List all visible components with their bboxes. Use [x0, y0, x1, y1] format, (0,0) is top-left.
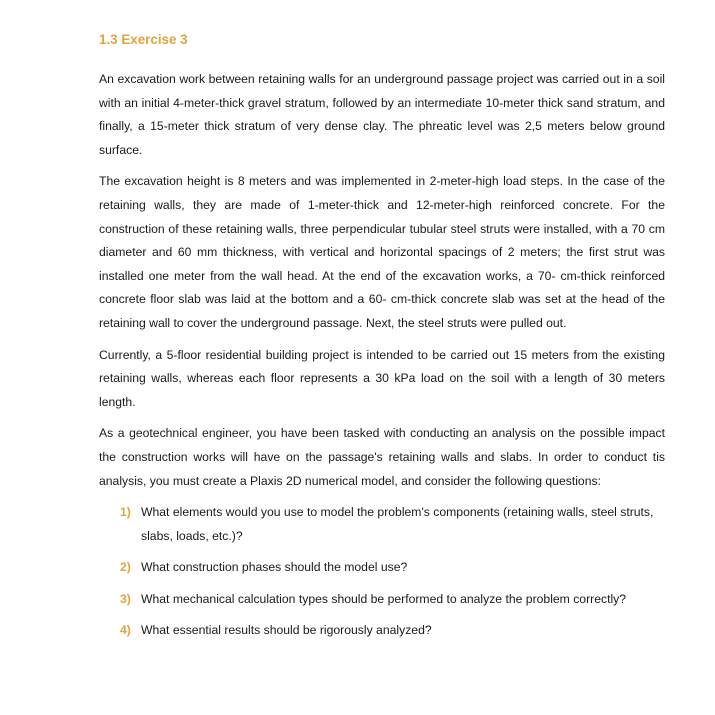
question-text: What essential results should be rigorously analyzed? [141, 623, 432, 638]
question-number: 2) [120, 560, 131, 575]
paragraph-excavation-soil: An excavation work between retaining walls for an underground passage project was carried out in a soil with an initial 4-meter-thick gravel stratum, followed by an intermediate 10-meter thick sand stratum, and finally, a 15-meter thick stratum of very dense clay. The phreatic level was 2,5 meters below ground surface. [99, 72, 665, 157]
question-text: What elements would you use to model the problem's components (retaining walls, steel struts, slabs, loads, etc.)? [141, 505, 654, 543]
question-item [99, 501, 665, 548]
question-number: 4) [120, 623, 131, 638]
document-page [99, 30, 665, 651]
paragraph-building-project: Currently, a 5-floor residential building project is intended to be carried out 15 meters from the existing retaining walls, whereas each floor represents a 30 kPa load on the soil with a length of 30 meters length. [99, 347, 665, 409]
question-text: What mechanical calculation types should be performed to analyze the problem correctly? [141, 591, 627, 606]
paragraph-task: As a geotechnical engineer, you have been tasked with conducting an analysis on the possible impact the construction works will have on the passage's retaining walls and slabs. In order to conduct tis analysis, you must create a Plaxis 2D numerical model, and consider the following questions: [99, 426, 665, 488]
question-item [99, 588, 665, 612]
question-item [99, 556, 665, 580]
question-list [99, 501, 665, 643]
paragraph-excavation-walls: The excavation height is 8 meters and was implemented in 2-meter-high load steps. In the case of the retaining walls, they are made of 1-meter-thick and 12-meter-high reinforced concrete. For the construction of these retaining walls, three perpendicular tubular steel struts were installed, with a 70 cm diameter and 60 mm thickness, with vertical and horizontal spacings of 2 meters; the first strut was installed one meter from the wall head. At the end of the excavation works, a 70- cm-thick reinforced concrete floor slab was laid at the bottom and a 60- cm-thick concrete slab was set at the head of the retaining wall to cover the underground passage. Next, the steel struts were pulled out. [99, 174, 665, 330]
section-heading: 1.3 Exercise 3 [99, 32, 188, 47]
question-item [99, 619, 665, 643]
question-number: 3) [120, 591, 131, 606]
question-number: 1) [120, 505, 131, 520]
question-text: What construction phases should the model use? [141, 560, 408, 575]
